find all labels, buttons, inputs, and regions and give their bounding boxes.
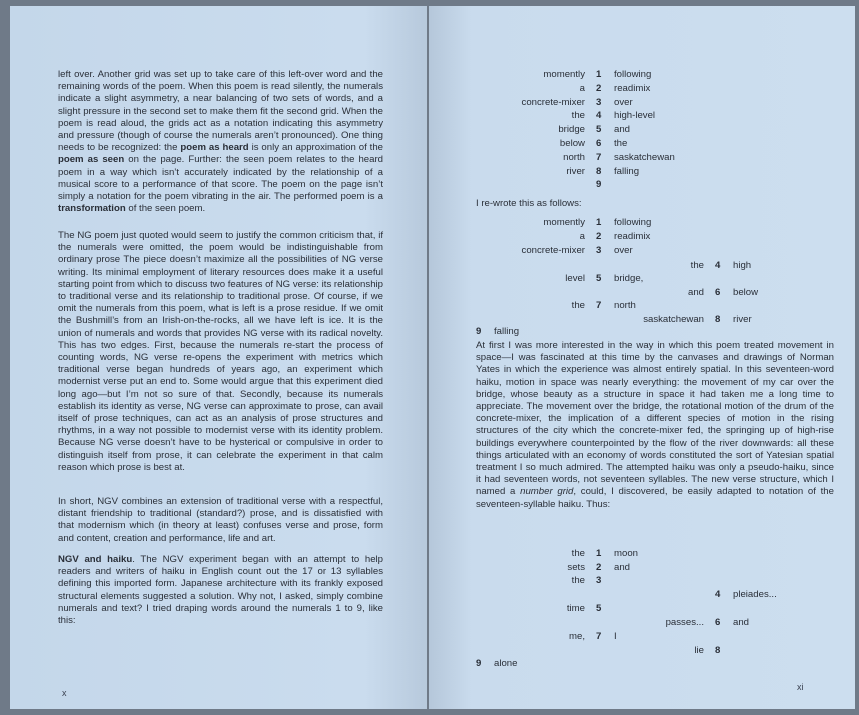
text-run: on the page. Further: the seen poem relates to the heard poem in a way which isn’t accurately indicated by the relationship of a musical score to a performance of that score. The poem on the page isn’t simply a notation for the poem vibrating in the air. The performed poem is a xyxy=(58,154,383,203)
grid-word-left: me, xyxy=(569,631,585,642)
grid-numeral: 3 xyxy=(596,575,602,586)
grid-word-left: the xyxy=(571,110,585,122)
grid-word-left: a xyxy=(579,231,585,242)
grid-word-right: following xyxy=(614,217,652,228)
grid-word-left: and xyxy=(687,287,704,298)
grid-numeral: 5 xyxy=(596,273,602,284)
grid-word-left: the xyxy=(571,548,585,559)
grid-numeral: 8 xyxy=(715,314,721,325)
grid-numeral: 9 xyxy=(596,179,602,191)
left-page xyxy=(10,6,427,709)
italic-phrase: number grid xyxy=(520,486,574,498)
grid-word-right: moon xyxy=(614,548,638,559)
grid-word-right: readimix xyxy=(614,231,651,242)
grid-word-left: saskatchewan xyxy=(643,314,704,325)
text-run: is only an approximation of the xyxy=(248,142,384,154)
grid-word-left: level xyxy=(565,273,585,284)
text-run: left over. Another grid was set up to take care of this left-over word and the remaining words of the poem. When this poem is read silently, the numerals indicate a slight asymmetry, a near balancing of two sets of words, and a slight pressure in the second set to make them fit the second grid. When the poem is read aloud, the grids act as a notation indicating this asymmetry and pressure (though of course the numerals aren’t pronounced). One thing needs to be recognized: the xyxy=(58,69,383,154)
grid-numeral: 2 xyxy=(596,82,602,94)
grid-numeral: 9 xyxy=(476,326,482,337)
grid-numeral: 2 xyxy=(596,231,602,242)
right-page xyxy=(429,6,855,709)
grid-word-left: north xyxy=(563,151,585,163)
grid-word-right: pleiades... xyxy=(733,589,777,600)
text-run: . The NGV experiment began with an attempt to help readers and writers of haiku in English count out the 17 or 13 syllables defining this imported form. Japanese architecture with its frankly exposed structural elements suggested a solution. Why not, I asked, simply combine numerals and text? I tried draping words around the numerals 1 to 9, like this: xyxy=(58,554,384,627)
body-paragraph-2 xyxy=(58,230,383,474)
grid-word-right: following xyxy=(614,69,652,80)
grid-word-right: and xyxy=(733,617,750,628)
grid-numeral: 4 xyxy=(715,260,721,271)
number-grid-haiku xyxy=(429,6,855,709)
text-run: The NG poem just quoted would seem to justify the common criticism that, if the numerals were omitted, the poem would be indistinguishable from ordinary prose The piece doesn’t maximize all the possibilities of NG verse writing. Its minimal employment of literary resources does make it a useful starting point from which to discuss two features of NG verse: its relationship to traditional verse and its relationship to traditional prose. Of course, if we omit the numerals from this poem, what is left is a prose residue. If we omit the Bushmill’s from an Irish-on-the-rocks, all we have left is ice. It is the union of numerals and words that provides NG verse with its radical novelty. This has two edges. First, because the numerals re-start the process of counting words, NG verse re-opens the experiment with metrics which traditional verse began hundreds of years ago, an experiment which modernist verse put an end to. Some would argue that this experiment died long ago—but I’m not so sure of that. Secondly, because its numerals establish its identity as verse, NG verse can approximate to prose, can avail itself of prose techniques, can act as an analysis of prose structures and rhythms, in a way not possible to modernist verse with its identity problem. Because NG verse doesn’t have to be hysterical or compulsive in order to distinguish itself from prose, it can celebrate the experiment in that calm reason which prose is best at. xyxy=(58,230,383,473)
grid-word-right: high xyxy=(733,260,752,271)
grid-numeral: 6 xyxy=(715,617,721,628)
grid-word-left: the xyxy=(571,300,585,311)
grid-word-right: over xyxy=(614,245,633,256)
grid-numeral: 5 xyxy=(596,603,602,614)
bold-phrase: poem as seen xyxy=(58,154,125,166)
grid-numeral: 7 xyxy=(596,151,602,163)
grid-numeral: 2 xyxy=(596,562,602,573)
grid-word-left: time xyxy=(566,603,585,614)
grid-word-left: sets xyxy=(567,562,585,573)
grid-numeral: 1 xyxy=(596,548,602,559)
grid-numeral: 3 xyxy=(596,245,602,256)
grid-numeral: 8 xyxy=(715,645,721,656)
grid-numeral: 1 xyxy=(596,69,602,80)
bold-phrase: transformation xyxy=(58,203,126,215)
grid-word-left: bridge xyxy=(558,124,585,136)
text-run: of the seen poem. xyxy=(125,203,206,215)
text-run: In short, NGV combines an extension of traditional verse with a respectful, distant friendship to traditional (standard?) prose, and is dissatisfied with that modernism which (in theory at least) confuses verse and prose, form and content, creation and performance, life and art. xyxy=(58,496,383,544)
page-number-right: xi xyxy=(797,682,804,692)
grid-word-left: river xyxy=(566,165,585,177)
grid-numeral: 6 xyxy=(596,138,602,149)
grid-numeral: 6 xyxy=(715,287,721,298)
bold-phrase: NGV and haiku xyxy=(58,554,133,565)
grid-word-left: below xyxy=(559,138,585,149)
body-paragraph-3 xyxy=(58,496,383,545)
grid-word-right: readimix xyxy=(614,82,651,94)
body-paragraph-4 xyxy=(58,554,383,627)
grid-numeral: 9 xyxy=(476,658,482,669)
grid-numeral: 4 xyxy=(715,589,721,600)
grid-numeral: 3 xyxy=(596,96,602,108)
grid-word-left: concrete-mixer xyxy=(521,245,585,256)
grid-numeral: 1 xyxy=(596,217,602,228)
rewrote-intro: I re-wrote this as follows: xyxy=(476,198,582,209)
grid-word-right: and xyxy=(614,562,631,573)
grid-numeral: 8 xyxy=(596,165,602,177)
grid-word-left: lie xyxy=(694,645,704,656)
body-paragraph-1 xyxy=(58,69,383,215)
text-run: At first I was more interested in the way in which this poem treated movement in space—I was fascinated at this time by the canvases and drawings of Norman Yates in which the experience was almost entirely spatial. In this seventeen-word haiku, motion in space was nearly everything: the movement of my car over the bridge, whose beauty as a structure in space it had taken me a long time to appreciate. The movement over the bridge, the rotational motion of the drum of the concrete-mixer, the implication of a different species of motion in the rising structures of the city which the concrete-mixer fed, the springing up of high-rise buildings everywhere counterpointed by the flow of the river downwards: all these things articulated with an economy of words constituted the sort of Yatesian spatial treatment I so much admired. The attempted haiku was only a pseudo-haiku, since it had seventeen words, not seventeen syllables. The new verse structure, which I named a xyxy=(476,340,834,498)
grid-word-right: below xyxy=(733,287,759,298)
grid-word-right: bridge, xyxy=(614,273,644,284)
grid-word-right: north xyxy=(614,300,636,311)
grid-word-left: a xyxy=(579,82,585,94)
page-number-left: x xyxy=(62,688,67,698)
grid-word-right: the xyxy=(614,138,628,149)
grid-word-right: I xyxy=(614,631,617,642)
grid-word-left: passes... xyxy=(665,617,704,628)
grid-word-left: the xyxy=(690,260,704,271)
grid-word-right: falling xyxy=(494,326,520,337)
bold-phrase: poem as heard xyxy=(180,142,249,154)
grid-word-right: alone xyxy=(494,658,518,669)
grid-word-right: saskatchewan xyxy=(614,151,675,163)
grid-word-right: falling xyxy=(614,165,640,177)
grid-word-left: momently xyxy=(543,217,585,228)
grid-numeral: 5 xyxy=(596,124,602,136)
grid-word-left: concrete-mixer xyxy=(521,96,585,108)
grid-numeral: 7 xyxy=(596,631,602,642)
grid-numeral: 7 xyxy=(596,300,602,311)
grid-word-right: river xyxy=(733,314,752,325)
grid-word-right: and xyxy=(614,124,631,136)
grid-numeral: 4 xyxy=(596,110,602,122)
grid-word-right: over xyxy=(614,96,633,108)
grid-word-left: momently xyxy=(543,69,585,80)
grid-word-right: high-level xyxy=(614,110,656,122)
grid-word-left: the xyxy=(571,575,585,586)
text-run: , could, I discovered, be easily adapted to notation of the seventeen-syllable haiku. Thus: xyxy=(476,486,834,510)
